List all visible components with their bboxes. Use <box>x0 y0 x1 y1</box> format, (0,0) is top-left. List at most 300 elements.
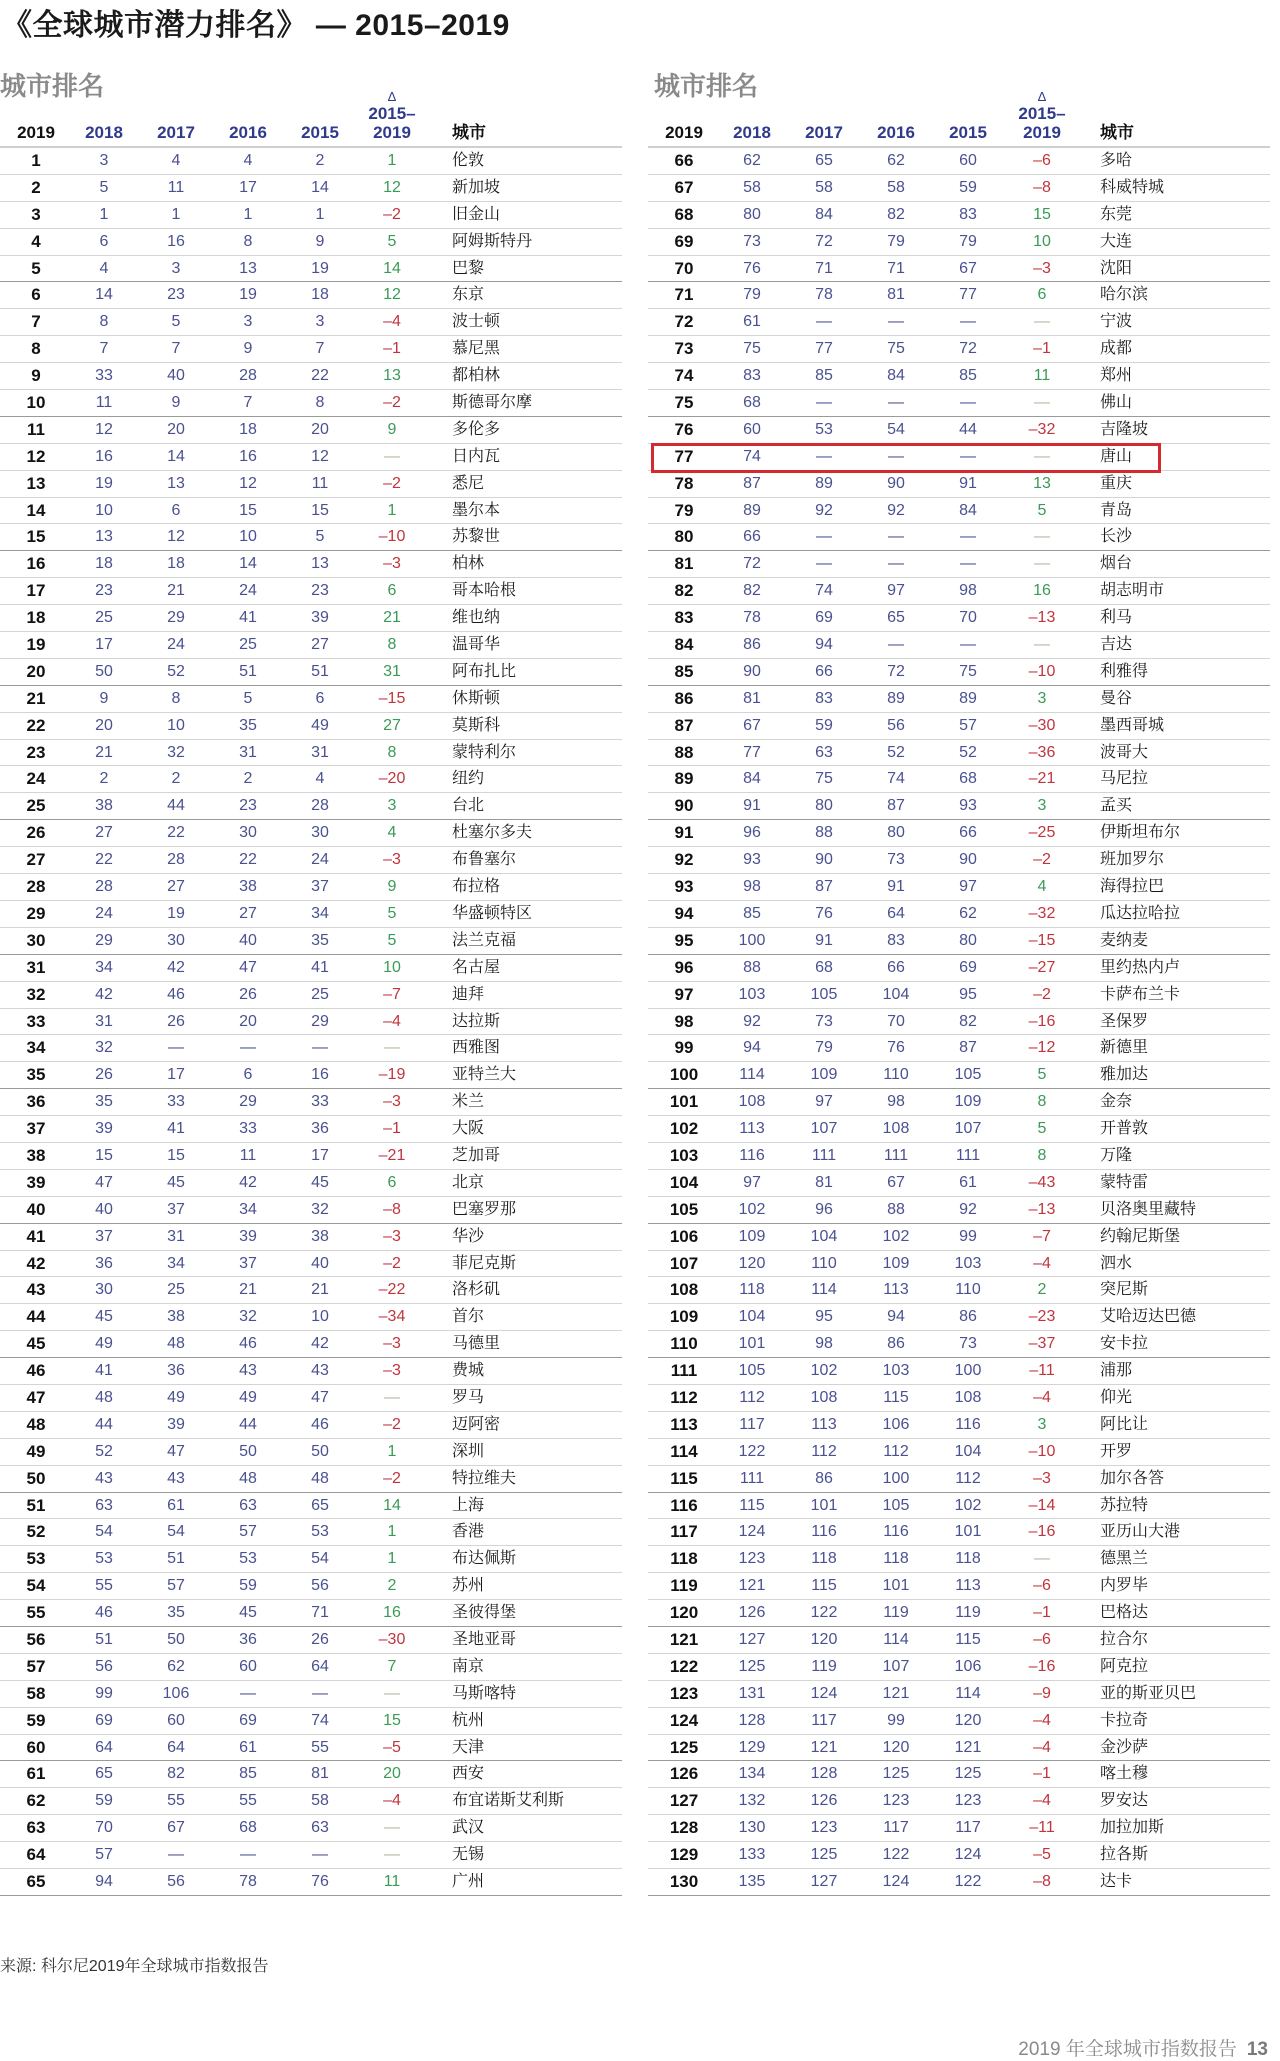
city-name: 芝加哥 <box>452 1146 501 1164</box>
rank-2017: 123 <box>810 1819 838 1837</box>
rank-2017: 110 <box>811 1254 837 1272</box>
rank-2018: 75 <box>743 340 761 358</box>
table-row <box>0 256 622 283</box>
city-name: 米兰 <box>452 1093 485 1111</box>
rank-2019: 21 <box>26 688 46 708</box>
rank-2018: 4 <box>99 259 109 277</box>
rank-2017: 57 <box>167 1577 185 1595</box>
city-name: 波哥大 <box>1100 743 1149 761</box>
delta-2015-2019: –25 <box>1028 824 1056 842</box>
rank-2016: 76 <box>887 1039 905 1057</box>
table-row <box>648 1546 1270 1573</box>
rank-2015: 35 <box>311 931 329 949</box>
rank-2019: 126 <box>669 1764 699 1784</box>
table-row <box>0 901 622 928</box>
rank-2015: 93 <box>959 797 977 815</box>
rank-2018: 124 <box>738 1523 766 1541</box>
rank-2017: 20 <box>167 420 185 438</box>
delta-2015-2019: –3 <box>383 851 401 869</box>
rank-2018: 43 <box>95 1469 113 1487</box>
rank-2017: 13 <box>167 474 185 492</box>
rank-2016: 10 <box>239 528 257 546</box>
page-footer <box>1018 2034 1268 2061</box>
rank-2016: 15 <box>239 501 257 519</box>
delta-2015-2019: –8 <box>383 1200 401 1218</box>
city-name: 圣地亚哥 <box>452 1630 517 1648</box>
rank-2018: 130 <box>738 1819 766 1837</box>
table-row <box>648 847 1270 874</box>
rank-2016: 9 <box>243 340 253 358</box>
rank-2015: 61 <box>959 1173 977 1191</box>
city-name: 多伦多 <box>452 420 501 438</box>
rank-2019: 36 <box>26 1092 46 1112</box>
city-name: 加尔各答 <box>1100 1469 1165 1487</box>
rank-2017: 127 <box>810 1873 838 1890</box>
table-row <box>0 928 622 955</box>
rank-2018: 99 <box>95 1684 113 1702</box>
table-row <box>648 1439 1270 1466</box>
rank-2019: 49 <box>26 1441 46 1461</box>
rank-2015: 70 <box>959 609 977 627</box>
delta-2015-2019: 7 <box>387 1657 397 1675</box>
rank-2019: 38 <box>26 1145 46 1165</box>
rank-2015: 43 <box>311 1362 329 1380</box>
rank-2015: 36 <box>311 1120 329 1138</box>
rank-2015: 101 <box>954 1523 982 1541</box>
rank-2017: 18 <box>167 555 185 573</box>
table-row <box>0 632 622 659</box>
rank-2019: 29 <box>26 903 46 923</box>
table-row <box>648 1277 1270 1304</box>
rank-2018: 67 <box>743 716 761 734</box>
rank-2018: 36 <box>95 1254 113 1272</box>
rank-2015: 17 <box>311 1146 329 1164</box>
rank-2019: 59 <box>26 1710 46 1730</box>
rank-2015: 58 <box>311 1792 329 1810</box>
header-city: 城市 <box>1100 123 1134 142</box>
rank-2017: 80 <box>815 797 833 815</box>
rank-2017: 102 <box>810 1362 838 1380</box>
rank-2015: 20 <box>311 420 329 438</box>
rank-2016: 32 <box>239 1308 257 1326</box>
table-row <box>0 1493 622 1520</box>
rank-2019: 127 <box>669 1791 699 1811</box>
delta-2015-2019: –2 <box>383 1254 401 1272</box>
rank-2016: 119 <box>883 1604 909 1622</box>
table-row <box>648 1788 1270 1815</box>
rank-2017: 27 <box>167 878 185 896</box>
rank-2017: 68 <box>815 958 833 976</box>
rank-2016: 42 <box>239 1173 257 1191</box>
rank-2016: 73 <box>887 851 905 869</box>
rank-2017: 79 <box>815 1039 833 1057</box>
table-row <box>0 1735 622 1762</box>
delta-icon: Δ <box>1037 89 1047 104</box>
rank-2015: 37 <box>311 878 329 896</box>
rank-2015: 16 <box>311 1066 329 1084</box>
table-row <box>0 498 622 525</box>
city-name: 艾哈迈达巴德 <box>1100 1308 1197 1326</box>
rank-2019: 63 <box>26 1818 46 1838</box>
table-row <box>648 1009 1270 1036</box>
rank-2015: 13 <box>311 555 329 573</box>
rank-2015: 46 <box>311 1415 329 1433</box>
delta-2015-2019: 3 <box>1037 1415 1047 1433</box>
city-name: 圣保罗 <box>1100 1012 1149 1030</box>
table-row <box>0 1654 622 1681</box>
delta-2015-2019: –5 <box>383 1738 401 1756</box>
delta-2015-2019: — <box>384 1819 400 1837</box>
source-note: 来源: 科尔尼2019年全球城市指数报告 <box>0 1958 269 1975</box>
rank-2016: 103 <box>882 1362 910 1380</box>
rank-2017: 75 <box>815 770 833 788</box>
delta-2015-2019: 15 <box>1033 205 1051 223</box>
rank-2019: 1 <box>31 151 41 170</box>
page-title: 《全球城市潜力排名》 — 2015–2019 <box>2 9 510 42</box>
city-name: 休斯顿 <box>452 689 501 707</box>
delta-2015-2019: –2 <box>383 1469 401 1487</box>
rank-2015: 41 <box>311 958 329 976</box>
delta-2015-2019: 27 <box>383 716 401 734</box>
rank-2017: 120 <box>810 1630 838 1648</box>
delta-icon: Δ <box>387 89 397 104</box>
city-name: 利雅得 <box>1100 662 1149 680</box>
rank-2016: 75 <box>887 340 905 358</box>
table-row <box>0 1842 622 1869</box>
rank-2015: 124 <box>954 1846 982 1864</box>
rank-2016: 98 <box>887 1093 905 1111</box>
rank-2019: 109 <box>669 1307 699 1327</box>
rank-2016: 45 <box>239 1604 257 1622</box>
rank-2016: 89 <box>887 689 905 707</box>
delta-2015-2019: — <box>1034 447 1050 465</box>
rank-2017: 42 <box>167 958 185 976</box>
rank-2016: 57 <box>239 1523 257 1541</box>
rank-2017: 54 <box>167 1523 185 1541</box>
rank-2015: 33 <box>311 1093 329 1111</box>
rank-2016: 56 <box>887 716 905 734</box>
rank-2016: 110 <box>883 1066 909 1084</box>
table-row <box>648 713 1270 740</box>
rank-2017: — <box>816 447 832 465</box>
rank-2018: 94 <box>743 1039 761 1057</box>
rank-2017: 101 <box>810 1496 838 1514</box>
delta-2015-2019: 10 <box>383 958 401 976</box>
rank-2019: 93 <box>674 877 694 897</box>
rank-2015: 85 <box>959 367 977 385</box>
table-row <box>648 686 1270 713</box>
rank-2017: 58 <box>815 178 833 196</box>
rank-2016: 28 <box>239 367 257 385</box>
rank-2019: 128 <box>669 1818 699 1838</box>
rank-2019: 85 <box>674 661 694 681</box>
city-name: 法兰克福 <box>452 931 517 949</box>
rank-2018: 42 <box>95 985 113 1003</box>
rank-2019: 68 <box>674 204 694 224</box>
rank-2017: — <box>168 1846 184 1864</box>
table-row <box>0 444 622 471</box>
rank-2015: 114 <box>955 1684 981 1702</box>
rank-2018: 74 <box>743 447 761 465</box>
rank-2016: 60 <box>239 1657 257 1675</box>
rank-2018: 52 <box>95 1442 113 1460</box>
rank-2019: 100 <box>669 1065 699 1085</box>
rank-2015: 15 <box>311 501 329 519</box>
rank-2018: 11 <box>95 394 113 412</box>
table-row <box>648 1681 1270 1708</box>
delta-2015-2019: –7 <box>383 985 401 1003</box>
delta-2015-2019: –32 <box>1028 420 1056 438</box>
rank-2017: 37 <box>167 1200 185 1218</box>
rank-2017: 116 <box>811 1523 837 1541</box>
delta-2015-2019: 1 <box>387 1523 397 1541</box>
rank-2015: 91 <box>959 474 977 492</box>
rank-2016: 59 <box>239 1577 257 1595</box>
rank-2017: 82 <box>167 1765 185 1783</box>
delta-2015-2019: –2 <box>1033 851 1051 869</box>
rank-2017: 61 <box>167 1496 185 1514</box>
rank-2015: 119 <box>955 1604 981 1622</box>
rank-2015: 4 <box>315 770 325 788</box>
rank-2019: 83 <box>674 608 694 628</box>
rank-2016: — <box>240 1846 256 1864</box>
rank-2019: 67 <box>674 177 694 197</box>
delta-2015-2019: 3 <box>387 797 397 815</box>
rank-2016: 41 <box>239 609 257 627</box>
rank-2018: 86 <box>743 636 761 654</box>
rank-2017: 66 <box>815 662 833 680</box>
rank-2017: 67 <box>167 1819 185 1837</box>
city-name: 亚的斯亚贝巴 <box>1100 1684 1197 1702</box>
rank-2017: 125 <box>810 1846 838 1864</box>
rank-2017: 69 <box>815 609 833 627</box>
rank-2019: 8 <box>31 339 41 359</box>
table-row <box>648 955 1270 982</box>
table-row <box>648 874 1270 901</box>
rank-2017: 85 <box>815 367 833 385</box>
table-row <box>648 793 1270 820</box>
rank-2015: 99 <box>959 1227 977 1245</box>
rank-2018: 102 <box>738 1200 766 1218</box>
delta-2015-2019: –4 <box>1033 1388 1051 1406</box>
table-row <box>648 1815 1270 1842</box>
rank-2015: — <box>312 1846 328 1864</box>
rank-2017: 14 <box>167 447 185 465</box>
delta-2015-2019: 4 <box>387 824 397 842</box>
rank-2015: 92 <box>959 1200 977 1218</box>
delta-2015-2019: –9 <box>1033 1684 1051 1702</box>
city-name: 维也纳 <box>452 609 501 627</box>
delta-2015-2019: –4 <box>1033 1254 1051 1272</box>
rank-2019: 90 <box>674 796 694 816</box>
rank-2015: 22 <box>311 367 329 385</box>
header-2018: 2018 <box>85 123 123 142</box>
rank-2018: 21 <box>95 743 113 761</box>
delta-2015-2019: 5 <box>387 232 397 250</box>
rank-2015: 44 <box>959 420 977 438</box>
city-name: 日内瓦 <box>452 447 501 465</box>
rank-2019: 111 <box>670 1361 698 1381</box>
rank-2017: 44 <box>167 797 185 815</box>
rank-2018: 97 <box>743 1173 761 1191</box>
table-row <box>648 524 1270 551</box>
delta-2015-2019: — <box>384 1039 400 1057</box>
rank-2017: 96 <box>815 1200 833 1218</box>
city-name: 贝洛奥里藏特 <box>1100 1200 1197 1218</box>
rank-2018: 26 <box>95 1066 113 1084</box>
delta-2015-2019: –16 <box>1028 1523 1056 1541</box>
delta-2015-2019: –27 <box>1028 958 1056 976</box>
rank-2015: 54 <box>311 1550 329 1568</box>
city-name: 纽约 <box>452 770 485 788</box>
rank-2018: 63 <box>95 1496 113 1514</box>
table-row <box>0 1546 622 1573</box>
rank-2016: 101 <box>882 1577 910 1595</box>
delta-2015-2019: –19 <box>378 1066 406 1084</box>
table-row <box>648 1761 1270 1788</box>
header-2016: 2016 <box>877 123 915 142</box>
header-delta-line2: 2019 <box>1023 123 1061 142</box>
table-row <box>648 1170 1270 1197</box>
rank-2016: 70 <box>887 1012 905 1030</box>
rank-2015: 108 <box>954 1388 982 1406</box>
rank-2019: 24 <box>26 769 46 789</box>
delta-2015-2019: 6 <box>387 582 397 600</box>
city-name: 亚历山大港 <box>1100 1523 1181 1541</box>
rank-2018: 18 <box>95 555 113 573</box>
rank-2017: — <box>816 313 832 331</box>
rank-2015: 97 <box>959 878 977 896</box>
city-name: 都柏林 <box>452 367 501 385</box>
delta-2015-2019: 9 <box>387 420 397 438</box>
rank-2018: 77 <box>743 743 761 761</box>
rank-2017: 38 <box>167 1308 185 1326</box>
table-row <box>0 148 622 175</box>
rank-2019: 78 <box>674 473 694 493</box>
rank-2018: 34 <box>95 958 113 976</box>
city-name: 上海 <box>452 1496 485 1514</box>
rank-2016: 43 <box>239 1362 257 1380</box>
rank-2015: 71 <box>311 1604 329 1622</box>
delta-2015-2019: –20 <box>378 770 406 788</box>
rank-2018: 33 <box>95 367 113 385</box>
table-row <box>648 148 1270 175</box>
rank-2016: 122 <box>882 1846 910 1864</box>
header-2017: 2017 <box>805 123 843 142</box>
rank-2016: 67 <box>887 1173 905 1191</box>
delta-2015-2019: 1 <box>387 152 397 169</box>
rank-2017: 77 <box>815 340 833 358</box>
rank-2017: 12 <box>167 528 185 546</box>
rank-2015: 1 <box>315 205 325 223</box>
city-name: 哥本哈根 <box>452 582 517 600</box>
city-name: 喀土穆 <box>1100 1765 1149 1783</box>
rank-2019: 76 <box>674 419 694 439</box>
rank-2017: 104 <box>810 1227 838 1245</box>
rank-2019: 51 <box>26 1495 46 1515</box>
table-row <box>648 309 1270 336</box>
city-name: 杭州 <box>452 1711 485 1729</box>
rank-2017: 98 <box>815 1335 833 1353</box>
header-delta <box>1006 90 1078 142</box>
delta-2015-2019: 10 <box>1033 232 1051 250</box>
rank-2019: 122 <box>669 1656 699 1676</box>
rank-2018: 73 <box>743 232 761 250</box>
rank-2018: 48 <box>95 1388 113 1406</box>
city-name: 迈阿密 <box>452 1415 501 1433</box>
table-row <box>648 1519 1270 1546</box>
rank-2019: 115 <box>670 1468 698 1488</box>
rank-2016: 94 <box>887 1308 905 1326</box>
table-body <box>648 148 1270 1896</box>
city-name: 金奈 <box>1100 1093 1133 1111</box>
rank-2017: 48 <box>167 1335 185 1353</box>
rank-2016: 31 <box>239 743 257 761</box>
delta-2015-2019: –1 <box>383 1120 401 1138</box>
rank-2019: 107 <box>669 1253 699 1273</box>
delta-2015-2019: –37 <box>1028 1335 1056 1353</box>
rank-2018: 115 <box>739 1496 765 1514</box>
rank-2015: 86 <box>959 1308 977 1326</box>
rank-2015: 12 <box>311 447 329 465</box>
table-row <box>0 605 622 632</box>
rank-2016: — <box>888 555 904 573</box>
rank-2016: 105 <box>882 1496 910 1514</box>
city-name: 新加坡 <box>452 178 501 196</box>
city-name: 菲尼克斯 <box>452 1254 517 1272</box>
rank-2019: 14 <box>26 500 46 520</box>
rank-2019: 88 <box>674 742 694 762</box>
rank-2017: 81 <box>815 1173 833 1191</box>
rank-2015: 48 <box>311 1469 329 1487</box>
rank-2018: 72 <box>743 555 761 573</box>
rank-2017: 72 <box>815 232 833 250</box>
table-row <box>0 1143 622 1170</box>
delta-2015-2019: –36 <box>1028 743 1056 761</box>
rank-2016: 113 <box>883 1281 909 1299</box>
rank-2017: 1 <box>171 205 181 223</box>
rank-2018: 57 <box>95 1846 113 1864</box>
rank-2016: 83 <box>887 931 905 949</box>
city-name: 洛杉矶 <box>452 1281 501 1299</box>
rank-2019: 66 <box>674 151 694 170</box>
rank-2018: 125 <box>738 1657 766 1675</box>
table-row <box>648 1035 1270 1062</box>
delta-2015-2019: –2 <box>383 394 401 412</box>
rank-2019: 10 <box>26 393 46 413</box>
table-row <box>0 551 622 578</box>
rank-2015: 29 <box>311 1012 329 1030</box>
page-number: 13 <box>1246 2039 1268 2060</box>
rank-2019: 105 <box>669 1199 699 1219</box>
rank-2015: 42 <box>311 1335 329 1353</box>
rank-2016: 35 <box>239 716 257 734</box>
rank-2017: 87 <box>815 878 833 896</box>
rank-2016: 61 <box>239 1738 257 1756</box>
rank-2015: 8 <box>315 394 325 412</box>
delta-2015-2019: 5 <box>387 904 397 922</box>
rank-2018: 47 <box>95 1173 113 1191</box>
rank-2017: 16 <box>167 232 185 250</box>
rank-2017: 128 <box>810 1765 838 1783</box>
delta-2015-2019: 14 <box>383 259 401 277</box>
rank-2015: 104 <box>954 1442 982 1460</box>
table-row <box>648 1735 1270 1762</box>
delta-2015-2019: 1 <box>387 1550 397 1568</box>
rank-2019: 64 <box>26 1845 46 1865</box>
delta-2015-2019: 12 <box>383 286 401 304</box>
city-name: 长沙 <box>1100 528 1133 546</box>
